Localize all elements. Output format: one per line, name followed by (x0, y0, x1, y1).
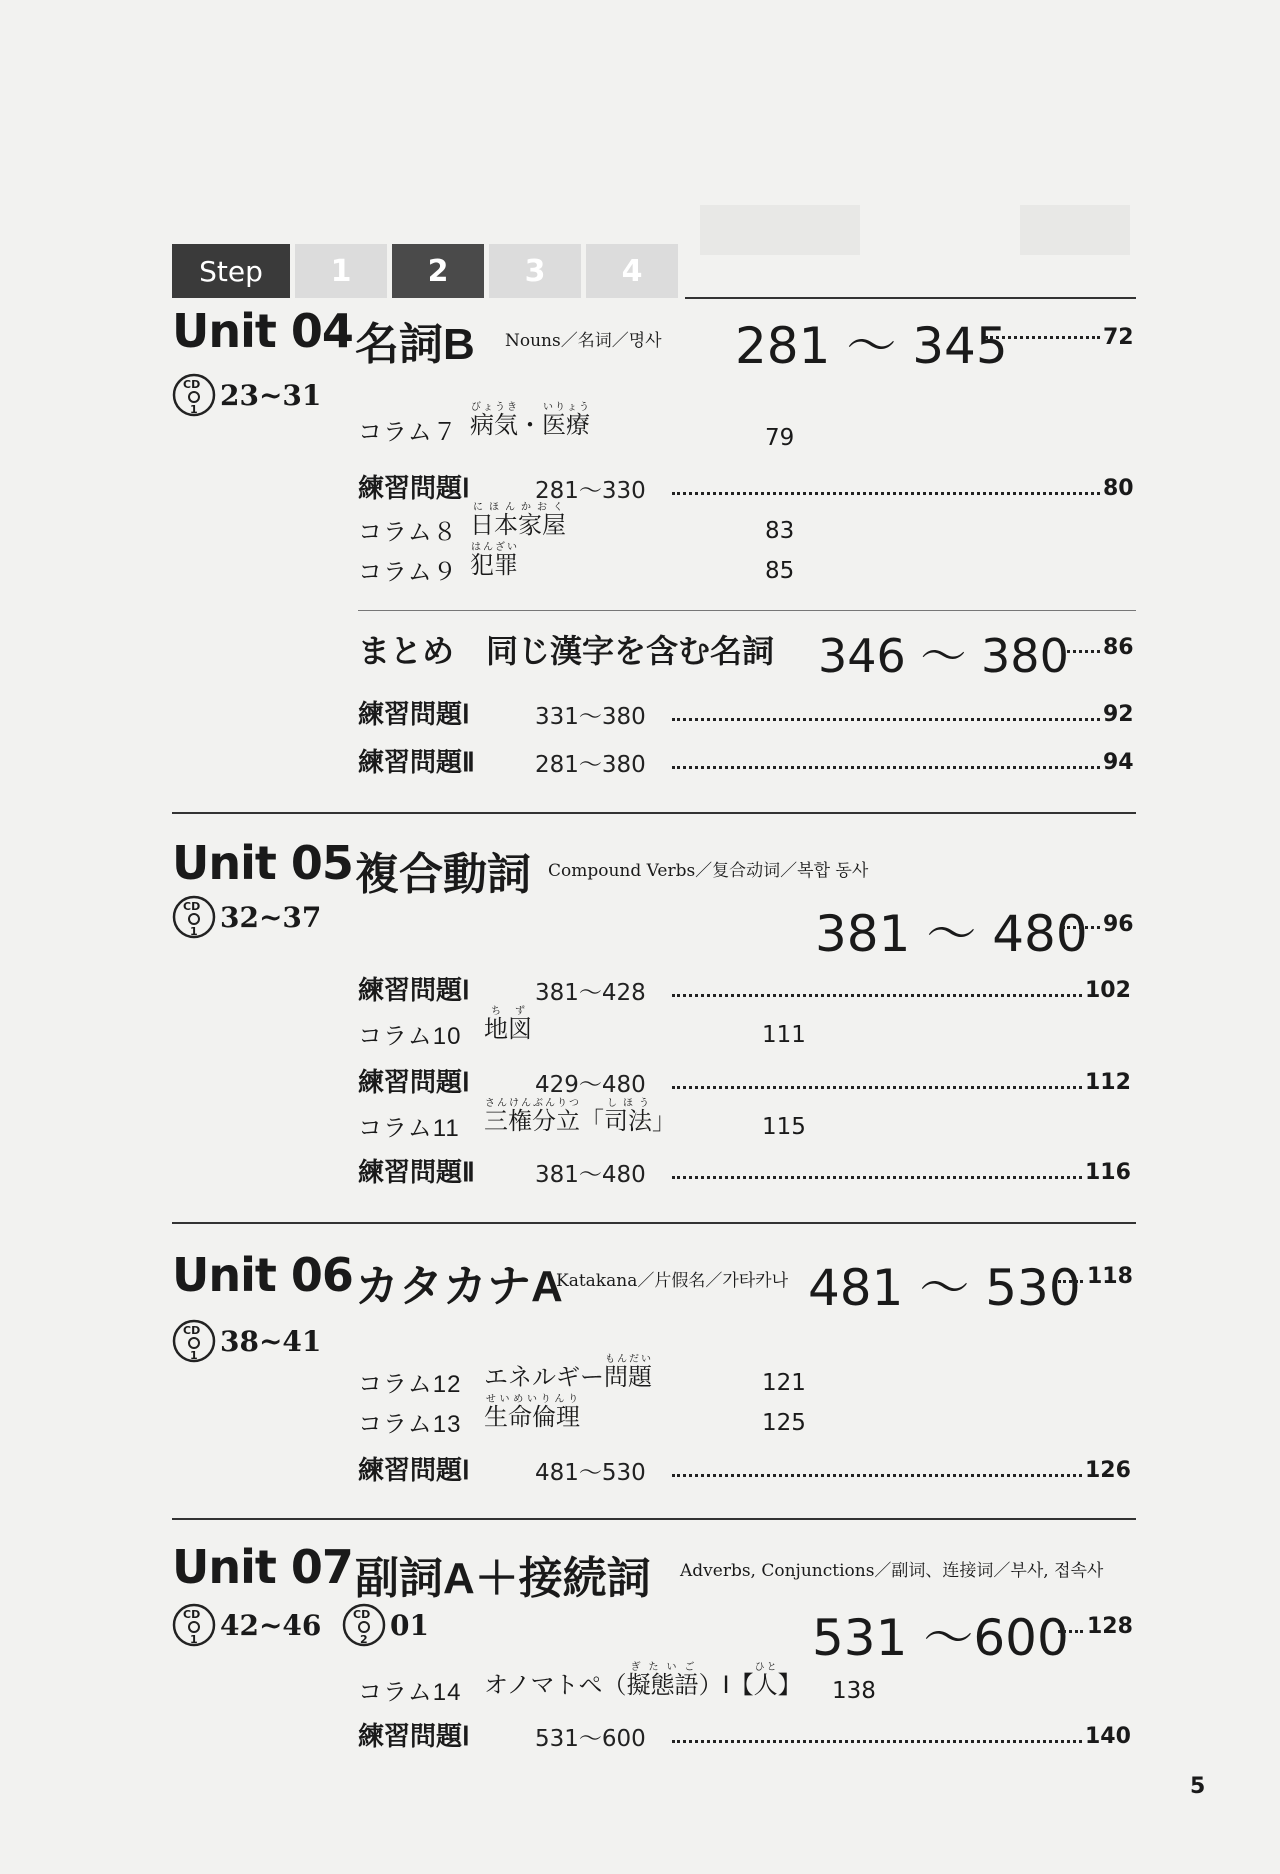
cd-disc: 2 (360, 1633, 368, 1646)
list-item (358, 1364, 461, 1399)
page-ref: 72 (1103, 325, 1134, 350)
page-ref: 86 (1103, 635, 1134, 660)
leader-dots (672, 994, 1082, 997)
topic-text: 擬態語 (626, 1672, 699, 1699)
furigana: ぎたいご (626, 1662, 699, 1673)
cd-disc: 1 (190, 1349, 198, 1362)
list-item (358, 1672, 461, 1707)
cd-icon (172, 1316, 216, 1366)
exercise-range: 381～428 (535, 980, 646, 1006)
column-label: コラム７ (358, 419, 458, 446)
unit-title: Unit 06 (172, 1248, 353, 1302)
leader-dots (672, 766, 1100, 769)
column-page: 111 (762, 1022, 806, 1048)
topic-text: 問題 (604, 1364, 652, 1391)
exercise-label: 練習問題Ⅰ (358, 473, 470, 503)
column-label: コラム11 (358, 1115, 460, 1142)
cd-tracks: 38~41 (220, 1324, 322, 1358)
page-ref: 96 (1103, 912, 1134, 937)
page-ref: 92 (1103, 702, 1134, 727)
topic-text: エネルギー (484, 1364, 604, 1391)
column-label: コラム12 (358, 1371, 462, 1398)
exercise-range: 381～480 (535, 1162, 646, 1188)
cd-track-info (342, 1600, 429, 1650)
column-label: コラム13 (358, 1411, 462, 1438)
furigana: びょうき (470, 402, 518, 413)
exercise-range: 481～530 (535, 1460, 646, 1486)
column-topic (484, 1006, 532, 1044)
column-topic (484, 1354, 652, 1392)
exercise-range: 331～380 (535, 704, 646, 730)
leader-dots (672, 718, 1100, 721)
divider (172, 1518, 1136, 1520)
column-page: 115 (762, 1114, 806, 1140)
step-2-active: 2 (392, 244, 484, 298)
cd-tracks: 32~37 (220, 900, 322, 934)
cd-icon (342, 1600, 386, 1650)
leader-dots (1058, 1630, 1083, 1633)
exercise-range: 281～330 (535, 478, 646, 504)
topic-text: 病気 (470, 412, 518, 439)
unit-title: Unit 07 (172, 1540, 353, 1594)
divider (685, 297, 1136, 299)
unit-title: Unit 04 (172, 304, 353, 358)
step-bar (172, 244, 685, 298)
furigana: ひと (753, 1662, 778, 1673)
step-4: 4 (586, 244, 678, 298)
list-item (358, 1016, 461, 1051)
topic-text: 司法 (604, 1108, 652, 1135)
exercise-label: 練習問題Ⅱ (358, 747, 475, 777)
leader-dots (672, 1474, 1082, 1477)
topic-text: ）Ⅰ【 (698, 1672, 754, 1699)
cd-tracks: 01 (390, 1608, 429, 1642)
furigana: ちず (484, 1006, 532, 1017)
leader-dots (1062, 650, 1100, 653)
leader-dots (672, 1086, 1082, 1089)
exercise-range: 429～480 (535, 1072, 646, 1098)
summary-title: まとめ 同じ漢字を含む名詞 (358, 633, 775, 669)
topic-text: 犯罪 (470, 552, 518, 579)
topic-text: 生命倫理 (484, 1404, 580, 1431)
topic-text: 三権分立 (484, 1108, 580, 1135)
column-label: コラム10 (358, 1023, 462, 1050)
column-topic (484, 1662, 802, 1700)
page-ref: 116 (1085, 1160, 1131, 1185)
unit-name: 名詞B (355, 320, 475, 369)
unit-subtitle: Nouns／名词／명사 (505, 331, 662, 351)
column-page: 121 (762, 1370, 806, 1396)
cd-label: CD (183, 900, 201, 913)
leader-dots (985, 336, 1100, 339)
unit-subtitle: Katakana／片假名／가타카나 (556, 1271, 789, 1291)
topic-text: 日本家屋 (470, 512, 566, 539)
cd-icon (172, 1600, 216, 1650)
cd-label: CD (353, 1608, 371, 1621)
bleed-through (780, 205, 860, 255)
column-label: コラム14 (358, 1679, 462, 1706)
list-item (358, 512, 458, 547)
column-topic (484, 1394, 580, 1432)
topic-text: 人 (753, 1672, 778, 1699)
topic-text: オノマトペ（ (484, 1672, 627, 1699)
bracket: 】 (777, 1672, 802, 1699)
unit-subtitle: Compound Verbs／复合动词／복합 동사 (548, 861, 869, 881)
page-ref: 128 (1087, 1614, 1133, 1639)
bracket: 」 (652, 1108, 676, 1135)
furigana: せいめいりんり (484, 1394, 580, 1405)
leader-dots (672, 1740, 1082, 1743)
list-item (358, 1108, 460, 1143)
furigana: にほんかおく (470, 502, 566, 513)
furigana: いりょう (542, 402, 590, 413)
column-topic (484, 1098, 676, 1136)
divider (172, 812, 1136, 814)
topic-text: 地図 (484, 1016, 532, 1043)
cd-icon (172, 370, 216, 420)
page-ref: 102 (1085, 978, 1131, 1003)
cd-track-info (172, 892, 321, 942)
bracket: 「 (580, 1108, 604, 1135)
unit-range: 531 ～600 (812, 1609, 1069, 1667)
unit-title: Unit 05 (172, 836, 353, 890)
column-label: コラム９ (358, 559, 458, 586)
unit-range: 281 ～ 345 (735, 317, 1008, 375)
unit-range: 481 ～ 530 (808, 1259, 1081, 1317)
summary-range: 346 ～ 380 (818, 629, 1069, 683)
page-ref: 118 (1087, 1264, 1133, 1289)
cd-label: CD (183, 378, 201, 391)
unit-range: 381 ～ 480 (815, 905, 1088, 963)
page-ref: 140 (1085, 1724, 1131, 1749)
leader-dots (672, 1176, 1082, 1179)
cd-icon (172, 892, 216, 942)
step-1: 1 (295, 244, 387, 298)
cd-tracks: 23~31 (220, 378, 322, 412)
unit-subtitle: Adverbs, Conjunctions／副词、连接词／부사, 접속사 (680, 1561, 1104, 1581)
furigana: さんけんぶんりつ (484, 1098, 580, 1109)
column-page: 85 (765, 558, 795, 584)
unit-name: 複合動詞 (355, 850, 531, 899)
leader-dots (1062, 926, 1100, 929)
column-topic (470, 402, 590, 440)
page-ref: 80 (1103, 476, 1134, 501)
page-ref: 126 (1085, 1458, 1131, 1483)
cd-track-info (172, 370, 321, 420)
column-page: 79 (765, 425, 795, 451)
leader-dots (1058, 1280, 1083, 1283)
list-item (358, 552, 458, 587)
exercise-label: 練習問題Ⅰ (358, 1455, 470, 1485)
column-page: 83 (765, 518, 795, 544)
unit-name: 副詞A＋接続詞 (355, 1554, 651, 1603)
page-ref: 112 (1085, 1070, 1131, 1095)
column-label: コラム８ (358, 519, 458, 546)
column-page: 125 (762, 1410, 806, 1436)
exercise-label: 練習問題Ⅰ (358, 1067, 470, 1097)
cd-label: CD (183, 1608, 201, 1621)
topic-text: 医療 (542, 412, 590, 439)
exercise-label: 練習問題Ⅰ (358, 699, 470, 729)
cd-disc: 1 (190, 925, 198, 938)
list-item (358, 1404, 461, 1439)
divider (358, 610, 1136, 611)
exercise-label: 練習問題Ⅰ (358, 1721, 470, 1751)
divider (172, 1222, 1136, 1224)
column-page: 138 (832, 1678, 876, 1704)
unit-name: カタカナA (355, 1262, 563, 1311)
exercise-range: 531～600 (535, 1726, 646, 1752)
furigana: しほう (604, 1098, 652, 1109)
list-item (358, 412, 458, 447)
exercise-range: 281～380 (535, 752, 646, 778)
furigana: はんざい (470, 542, 518, 553)
exercise-label: 練習問題Ⅱ (358, 1157, 475, 1187)
bleed-through (700, 205, 780, 255)
bleed-through (1020, 205, 1130, 255)
column-topic (470, 502, 566, 540)
furigana: もんだい (604, 1354, 652, 1365)
cd-disc: 1 (190, 403, 198, 416)
cd-track-info (172, 1316, 321, 1366)
page-ref: 94 (1103, 750, 1134, 775)
step-label: Step (172, 244, 290, 298)
exercise-label: 練習問題Ⅰ (358, 975, 470, 1005)
separator: ・ (518, 412, 542, 439)
column-topic (470, 542, 518, 580)
cd-label: CD (183, 1324, 201, 1337)
step-3: 3 (489, 244, 581, 298)
cd-tracks: 42~46 (220, 1608, 322, 1642)
leader-dots (672, 492, 1100, 495)
cd-track-info (172, 1600, 321, 1650)
cd-disc: 1 (190, 1633, 198, 1646)
page-number: 5 (1190, 1774, 1206, 1799)
